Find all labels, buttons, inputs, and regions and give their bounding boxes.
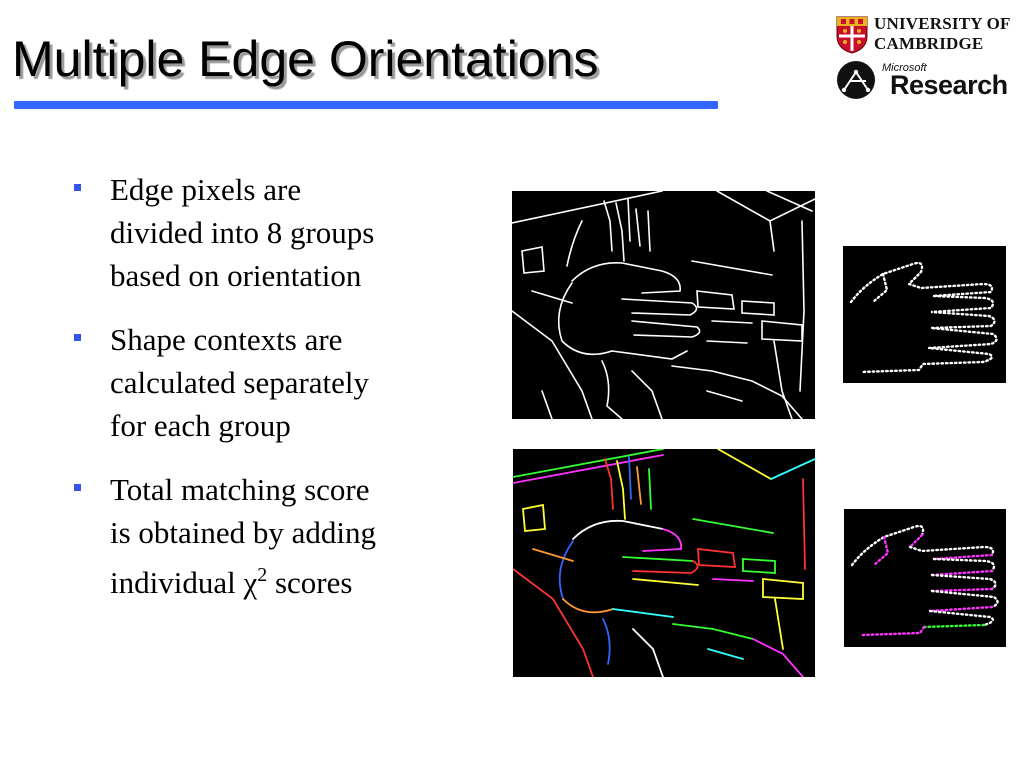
bullet-item xyxy=(72,468,472,604)
bullet-line: is obtained by adding xyxy=(110,515,377,550)
bullet-line: calculated separately xyxy=(110,365,370,400)
superscript-two: 2 xyxy=(257,564,268,586)
chi-symbol: χ xyxy=(243,565,258,600)
slide-title: Multiple Edge Orientations xyxy=(12,31,599,87)
bullet-line: Shape contexts are xyxy=(110,322,343,357)
bullet-item xyxy=(72,318,472,447)
bullet-text-prefix: individual xyxy=(110,565,244,600)
university-of-label: UNIVERSITY OF xyxy=(874,14,1011,33)
bullet-text-suffix: scores xyxy=(267,565,353,600)
bullet-line: for each group xyxy=(110,408,291,443)
hand-template-image xyxy=(843,246,1006,383)
bullet-item xyxy=(72,168,472,297)
bullet-square-icon xyxy=(74,484,81,491)
bullet-line: based on orientation xyxy=(110,258,362,293)
bullet-square-icon xyxy=(74,334,81,341)
bullet-line: Total matching score xyxy=(110,472,370,507)
bullet-line xyxy=(110,554,472,604)
bullet-line: divided into 8 groups xyxy=(110,215,375,250)
logo-block xyxy=(836,14,1016,104)
title-underline xyxy=(14,101,718,109)
microsoft-research-icon xyxy=(836,60,876,100)
edge-map-colored-image xyxy=(513,449,815,677)
bullet-square-icon xyxy=(74,184,81,191)
research-label: Research xyxy=(890,70,1008,100)
bullet-list xyxy=(72,168,472,625)
microsoft-label: Microsoft xyxy=(882,62,927,74)
bullet-line: Edge pixels are xyxy=(110,172,302,207)
cambridge-label: CAMBRIDGE xyxy=(874,34,984,53)
cambridge-crest-icon xyxy=(836,16,868,54)
hand-template-colored-image xyxy=(844,509,1006,647)
edge-map-image xyxy=(512,191,815,419)
